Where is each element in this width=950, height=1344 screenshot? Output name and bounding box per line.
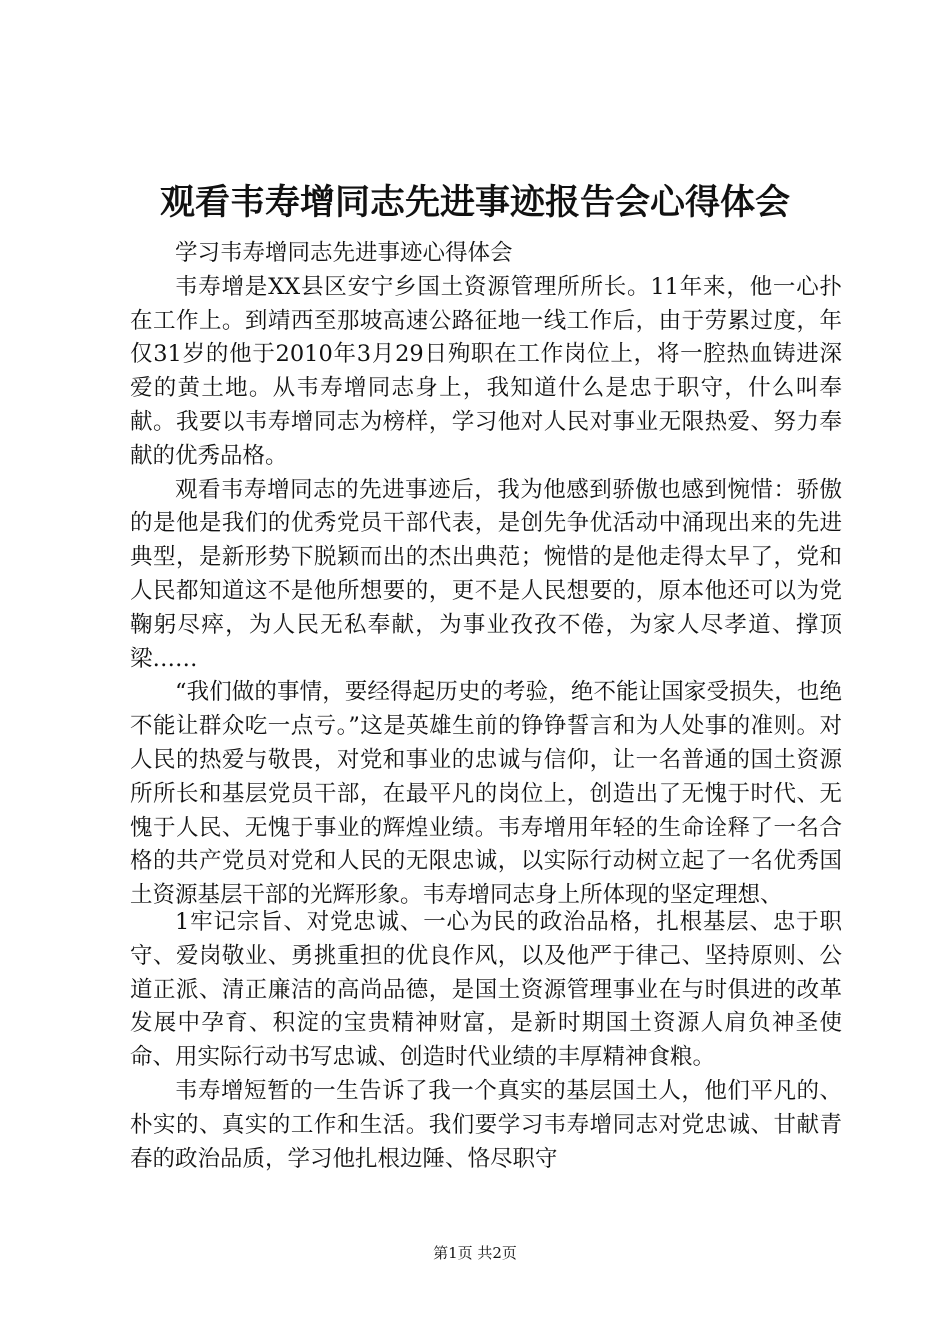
paragraph-5: 韦寿增短暂的一生告诉了我一个真实的基层国土人，他们平凡的、朴实的、真实的工作和生活。我们要学习韦寿增同志对党忠诚、甘献青春的政治品质，学习他扎根边陲、恪尽职守 bbox=[130, 1077, 842, 1172]
body-text-block-2 bbox=[130, 906, 842, 1176]
paragraph-subtitle: 学习韦寿增同志先进事迹心得体会 bbox=[175, 240, 513, 266]
body-text-block-1 bbox=[130, 237, 842, 913]
paragraph-1: 韦寿增是XX县区安宁乡国土资源管理所所长。11年来，他一心扑在工作上。到靖西至那坡高速公路征地一线工作后，由于劳累过度，年仅31岁的他于2010年3月29日殉职在工作岗位上，将一腔热血铸进深爱的黄土地。从韦寿增同志身上，我知道什么是忠于职守，什么叫奉献。我要以韦寿增同志为榜样，学习他对人民对事业无限热爱、努力奉献的优秀品格。 bbox=[130, 273, 842, 469]
paragraph-2: 观看韦寿增同志的先进事迹后，我为他感到骄傲也感到惋惜：骄傲的是他是我们的优秀党员干部代表，是创先争优活动中涌现出来的先进典型，是新形势下脱颖而出的杰出典范；惋惜的是他走得太早了，党和人民都知道这不是他所想要的，更不是人民想要的，原本他还可以为党鞠躬尽瘁，为人民无私奉献，为事业孜孜不倦，为家人尽孝道、撑顶梁…… bbox=[130, 476, 842, 672]
paragraph-4: 1牢记宗旨、对党忠诚、一心为民的政治品格，扎根基层、忠于职守、爱岗敬业、勇挑重担的优良作风，以及他严于律己、坚持原则、公道正派、清正廉洁的高尚品德，是国土资源管理事业在与时俱进的改革发展中孕育、积淀的宝贵精神财富，是新时期国土资源人肩负神圣使命、用实际行动书写忠诚、创造时代业绩的丰厚精神食粮。 bbox=[130, 909, 842, 1071]
paragraph-3: “我们做的事情，要经得起历史的考验，绝不能让国家受损失，也绝不能让群众吃一点亏。”这是英雄生前的铮铮誓言和为人处事的准则。对人民的热爱与敬畏，对党和事业的忠诚与信仰，让一名普通的国土资源所所长和基层党员干部，在最平凡的岗位上，创造出了无愧于时代、无愧于人民、无愧于事业的辉煌业绩。韦寿增用年轻的生命诠释了一名合格的共产党员对党和人民的无限忠诚，以实际行动树立起了一名优秀国土资源基层干部的光辉形象。韦寿增同志身上所体现的坚定理想、 bbox=[130, 679, 842, 909]
page-footer: 第1页 共2页 bbox=[433, 1244, 517, 1262]
page-title: 观看韦寿增同志先进事迹报告会心得体会 bbox=[159, 182, 790, 223]
